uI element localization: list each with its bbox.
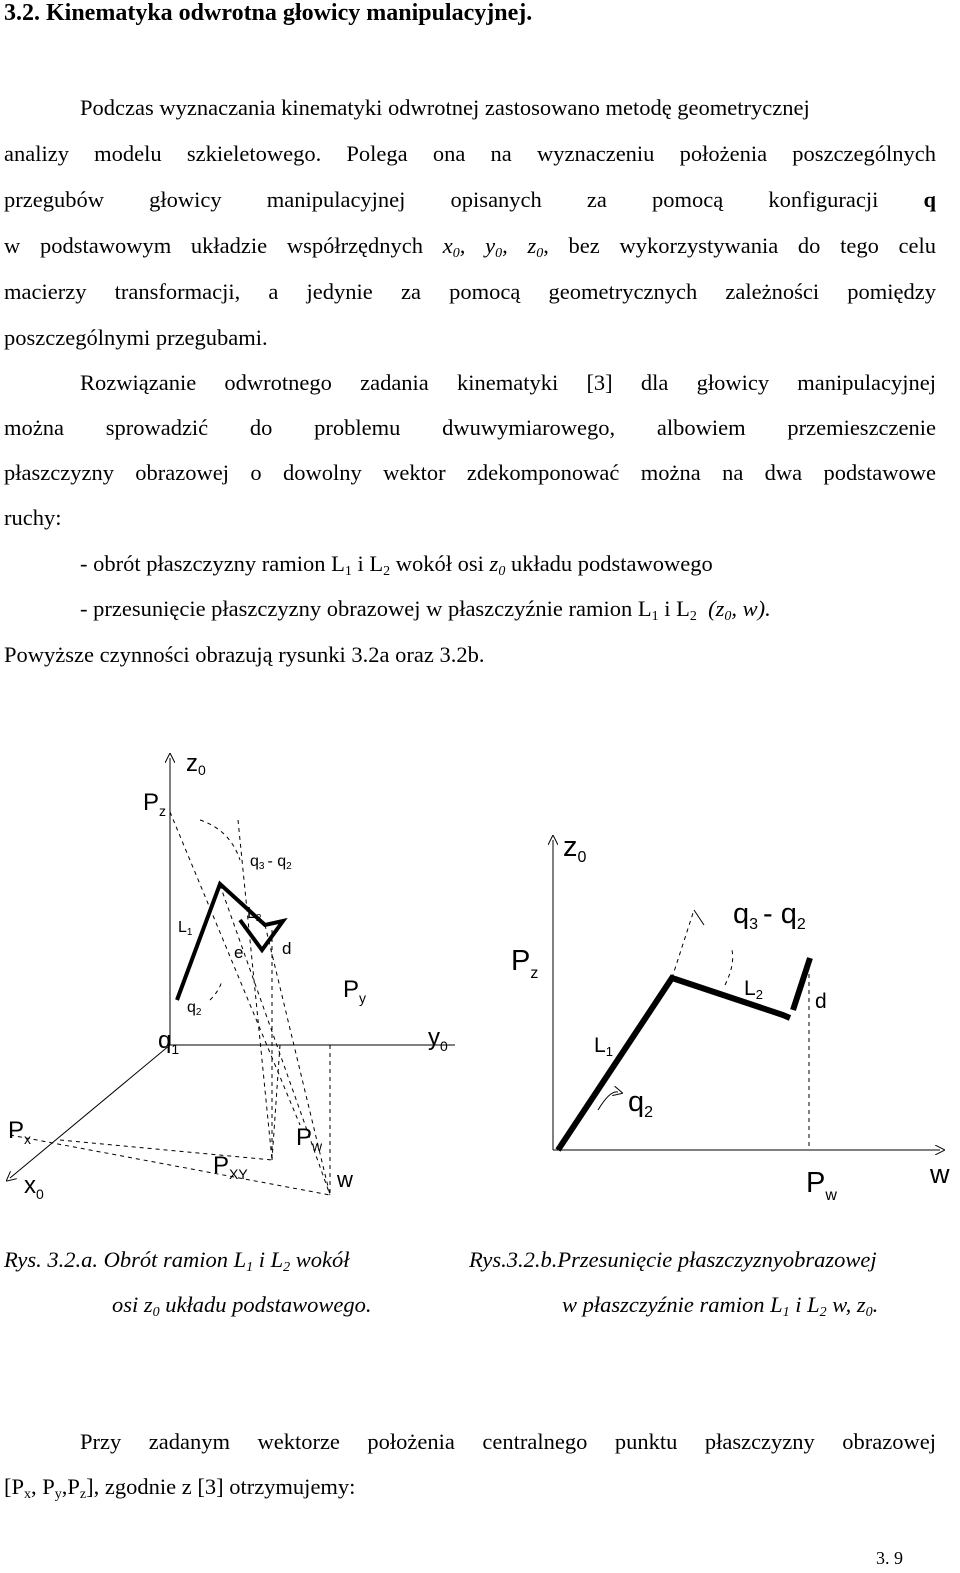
page-number: 3. 9 [876, 1548, 903, 1568]
fig-a-pxy-label: $P_{XY}$ [213, 1152, 248, 1182]
fig-a-x0-label: $x_0$ [24, 1172, 44, 1202]
fig-a-l1-label: L1 [178, 919, 193, 938]
fig-a-y0-label: $y_0$ [428, 1024, 448, 1054]
caption-a-line1: Rys. 3.2.a. Obrót ramion $L_1$ i $L_2$ wokół [4, 1247, 350, 1275]
fig-a-q1-label: $q_1$ [158, 1027, 180, 1057]
fig-a-px-label: $P_x$ [8, 1117, 32, 1147]
fig-b-q2-label: $q_2$ [628, 1086, 654, 1121]
fig-b-pz-label: $P_z$ [511, 945, 539, 982]
fig-b-l1-label: L1 [594, 1034, 613, 1059]
caption-a-line2: osi $z_0$ układu podstawowego. [112, 1292, 372, 1320]
fig-a-x-axis [10, 1045, 170, 1178]
fig-a-q2-label: q2 [187, 999, 202, 1018]
fig-a-q3q2-label: q3 - q2 [250, 853, 292, 872]
fig-b-pw-label: $P_w$ [806, 1167, 837, 1204]
p1-line1: Podczas wyznaczania kinematyki odwrotnej zastosowano metodę geometrycznej [80, 95, 810, 120]
fig-b-d-label: d [815, 990, 827, 1013]
section-heading: 3.2. Kinematyka odwrotna głowicy manipulacyjnej. [4, 0, 533, 26]
caption-b-line2: w płaszczyźnie ramion $L_1$ i $L_2$ w, $z_0$. [562, 1292, 879, 1320]
p1-line2: analizy modelu szkieletowego. Polega ona na wyznaczeniu położenia poszczególnych [4, 141, 936, 166]
p2-line1: Rozwiązanie odwrotnego zadania kinematyki [3] dla głowicy manipulacyjnej [80, 370, 936, 395]
bullet-1: - obrót płaszczyzny ramion $L_1$ i $L_2$ wokół osi $z_0$ układu podstawowego [80, 551, 713, 579]
fig-a-w-label: w [337, 1167, 353, 1192]
p2-line5: Powyższe czynności obrazują rysunki 3.2a oraz 3.2b. [4, 642, 485, 667]
fig-a-pz-label: $P_z$ [143, 789, 167, 819]
caption-b-line1: Rys.3.2.b.Przesunięcie płaszczyznyobrazowej [469, 1247, 877, 1272]
fig-a-l2-label: L2 [247, 905, 262, 924]
p2-line2: można sprowadzić do problemu dwuwymiarowego, albowiem przemieszczenie [4, 415, 936, 440]
fig-b-q3q2-label: $q_3 - q_2$ [733, 898, 806, 933]
fig-a-z0-label: z0 [186, 750, 206, 778]
p1-line6: poszczególnymi przegubami. [4, 325, 268, 350]
bullet-2: - przesunięcie płaszczyzny obrazowej w płaszczyźnie ramion $L_1$ i $L_2$ ($z_0$, w). [80, 596, 771, 624]
fig-a-arm [177, 884, 283, 1000]
p3-line1: Przy zadanym wektorze położenia centralnego punktu płaszczyzny obrazowej [80, 1429, 936, 1454]
p2-line3: płaszczyzny obrazowej o dowolny wektor zdekomponować można na dwa podstawowe [4, 460, 936, 485]
p1-line3: przegubów głowicy manipulacyjnej opisanych za pomocą konfiguracji q [4, 187, 937, 212]
figure-a [8, 750, 455, 1202]
p1-line5: macierzy transformacji, a jedynie za pomocą geometrycznych zależności pomiędzy [4, 279, 936, 304]
fig-b-z0-label: $z_0$ [563, 831, 587, 866]
fig-a-py-label: $P_y$ [343, 976, 367, 1006]
fig-a-pw-label: $P_w$ [296, 1124, 323, 1154]
fig-b-w-label: w [930, 1159, 950, 1189]
p3-line2: [$P_x$, $P_y,P_z$], zgodnie z [3] otrzymujemy: [4, 1474, 356, 1502]
fig-a-d-label: d [282, 939, 292, 958]
p2-line4: ruchy: [4, 505, 62, 530]
figure-b [511, 831, 950, 1204]
fig-b-l2-label: L2 [744, 977, 763, 1002]
fig-a-e-label: e [234, 943, 244, 962]
p1-line4: w podstawowym układzie współrzędnych $x_0$, $y_0$, $z_0$, bez wykorzystywania do tego celu [4, 233, 937, 261]
fig-b-arm [558, 978, 790, 1150]
